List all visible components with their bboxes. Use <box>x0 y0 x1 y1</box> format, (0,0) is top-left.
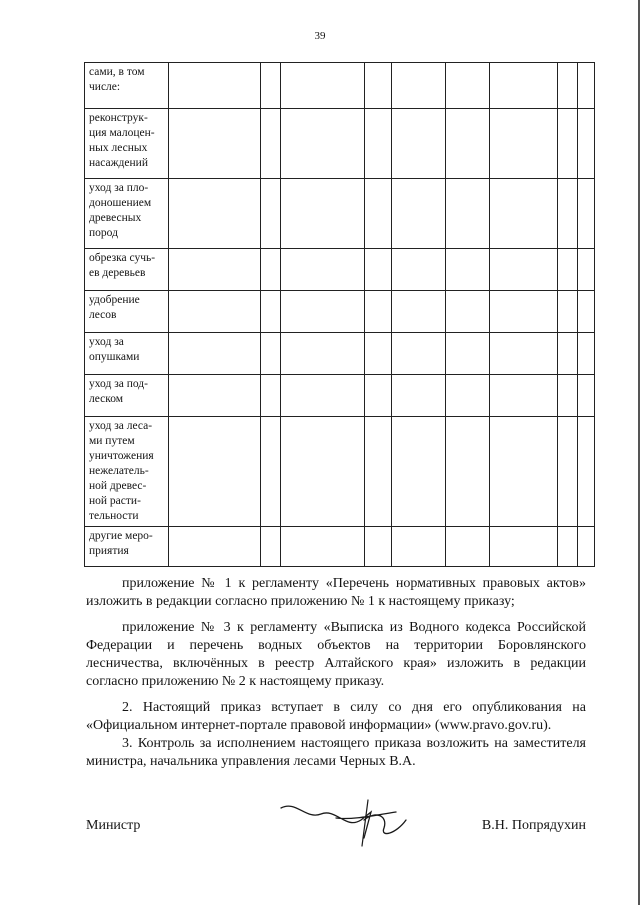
activity-label-line: ной древес- <box>89 480 147 492</box>
empty-cell <box>365 109 392 179</box>
handwritten-signature <box>276 790 426 850</box>
activity-label-line: реконструк- <box>89 112 148 124</box>
empty-cell <box>261 375 281 417</box>
empty-cell <box>578 63 595 109</box>
empty-cell <box>281 375 365 417</box>
empty-cell <box>281 527 365 567</box>
activity-label-line: ми путем <box>89 435 135 447</box>
empty-cell <box>261 333 281 375</box>
empty-cell <box>365 375 392 417</box>
activity-label-cell <box>85 291 169 333</box>
table-row <box>85 417 595 527</box>
empty-cell <box>490 417 558 527</box>
empty-cell <box>558 179 578 249</box>
activity-label-line: доношением <box>89 197 152 209</box>
empty-cell <box>558 527 578 567</box>
empty-cell <box>169 291 261 333</box>
empty-cell <box>578 179 595 249</box>
empty-cell <box>281 417 365 527</box>
paragraph-appendix-1: приложение № 1 к регламенту «Перечень нормативных правовых актов» изложить в редакции согласно приложению № 1 к настоящему приказу; <box>86 576 586 609</box>
empty-cell <box>281 333 365 375</box>
activity-label-line: уход за <box>89 336 124 348</box>
empty-cell <box>169 63 261 109</box>
empty-cell <box>578 333 595 375</box>
table-row <box>85 527 595 567</box>
empty-cell <box>490 527 558 567</box>
empty-cell <box>281 109 365 179</box>
activity-label-line: ной расти- <box>89 495 141 507</box>
signatory-title: Министр <box>86 818 141 833</box>
table-row <box>85 333 595 375</box>
activity-label-cell <box>85 109 169 179</box>
activity-label-line: древесных <box>89 212 142 224</box>
empty-cell <box>169 527 261 567</box>
activity-label-line: лесов <box>89 309 117 321</box>
empty-cell <box>169 333 261 375</box>
empty-cell <box>365 527 392 567</box>
order-text <box>86 575 586 771</box>
empty-cell <box>392 63 446 109</box>
empty-cell <box>365 63 392 109</box>
empty-cell <box>365 179 392 249</box>
empty-cell <box>392 417 446 527</box>
empty-cell <box>558 109 578 179</box>
empty-cell <box>578 417 595 527</box>
empty-cell <box>261 417 281 527</box>
activity-label-line: леском <box>89 393 124 405</box>
activity-label-line: обрезка сучь- <box>89 252 156 264</box>
empty-cell <box>392 109 446 179</box>
empty-cell <box>261 179 281 249</box>
activity-label-line: ных лесных <box>89 142 148 154</box>
empty-cell <box>169 109 261 179</box>
table-row <box>85 291 595 333</box>
activity-label-line: числе: <box>89 81 121 93</box>
activity-label-cell <box>85 333 169 375</box>
table-row <box>85 375 595 417</box>
empty-cell <box>558 249 578 291</box>
empty-cell <box>261 63 281 109</box>
empty-cell <box>558 417 578 527</box>
empty-cell <box>578 375 595 417</box>
empty-cell <box>490 63 558 109</box>
empty-cell <box>365 249 392 291</box>
empty-cell <box>261 109 281 179</box>
activity-label-line: пород <box>89 227 118 239</box>
empty-cell <box>281 179 365 249</box>
empty-cell <box>281 291 365 333</box>
empty-cell <box>446 417 490 527</box>
empty-cell <box>446 375 490 417</box>
activity-label-line: удобрение <box>89 294 140 306</box>
activity-label-cell <box>85 527 169 567</box>
activity-label-cell <box>85 375 169 417</box>
empty-cell <box>392 249 446 291</box>
paragraph-control: 3. Контроль за исполнением настоящего приказа возложить на заместителя министра, начальника управления лесами Черных В.А. <box>86 736 586 769</box>
activity-label-line: уход за леса- <box>89 420 153 432</box>
signatory-name: В.Н. Попрядухин <box>481 818 586 833</box>
activity-label-cell <box>85 249 169 291</box>
empty-cell <box>392 527 446 567</box>
table-body <box>85 63 595 567</box>
activity-label-line: уход за под- <box>89 378 148 390</box>
activity-label-line: уничтожения <box>89 450 154 462</box>
empty-cell <box>578 527 595 567</box>
empty-cell <box>446 291 490 333</box>
empty-cell <box>490 179 558 249</box>
empty-cell <box>446 333 490 375</box>
activity-label-line: уход за пло- <box>89 182 149 194</box>
empty-cell <box>558 291 578 333</box>
activity-label-line: ев деревьев <box>89 267 146 279</box>
empty-cell <box>446 527 490 567</box>
signature-block <box>86 790 586 860</box>
empty-cell <box>446 249 490 291</box>
empty-cell <box>365 333 392 375</box>
empty-cell <box>392 375 446 417</box>
activity-label-cell <box>85 417 169 527</box>
empty-cell <box>446 179 490 249</box>
activity-label-line: сами, в том <box>89 66 145 78</box>
empty-cell <box>392 333 446 375</box>
table-row <box>85 179 595 249</box>
empty-cell <box>578 249 595 291</box>
empty-cell <box>392 291 446 333</box>
activity-label-line: другие меро- <box>89 530 153 542</box>
empty-cell <box>558 63 578 109</box>
empty-cell <box>446 63 490 109</box>
empty-cell <box>490 333 558 375</box>
empty-cell <box>169 179 261 249</box>
table-row <box>85 63 595 109</box>
empty-cell <box>392 179 446 249</box>
activity-label-line: нежелатель- <box>89 465 149 477</box>
table-row <box>85 109 595 179</box>
activity-label-line: насаждений <box>89 157 148 169</box>
empty-cell <box>446 109 490 179</box>
empty-cell <box>261 291 281 333</box>
activity-label-line: приятия <box>89 545 129 557</box>
table-row <box>85 249 595 291</box>
empty-cell <box>281 63 365 109</box>
paragraph-effective-date: 2. Настоящий приказ вступает в силу со дня его опубликования на «Официальном интернет-портале правовой информации» (www.pravo.gov.ru). <box>86 700 586 733</box>
empty-cell <box>490 249 558 291</box>
empty-cell <box>169 249 261 291</box>
activity-label-line: тельности <box>89 510 139 522</box>
empty-cell <box>578 291 595 333</box>
activity-label-line: ция малоцен- <box>89 127 155 139</box>
page-number: 39 <box>314 30 326 42</box>
empty-cell <box>490 109 558 179</box>
activities-table <box>84 62 595 567</box>
empty-cell <box>558 375 578 417</box>
empty-cell <box>281 249 365 291</box>
empty-cell <box>490 291 558 333</box>
empty-cell <box>490 375 558 417</box>
empty-cell <box>261 249 281 291</box>
activity-label-cell <box>85 179 169 249</box>
empty-cell <box>558 333 578 375</box>
empty-cell <box>169 375 261 417</box>
empty-cell <box>169 417 261 527</box>
paragraph-appendix-3: приложение № 3 к регламенту «Выписка из Водного кодекса Российской Федерации и перечень водных объектов на территории Боровлянского лесничества, включённых в реестр Алтайского края» изложить в редакции согласно приложению № 2 к настоящему приказу. <box>86 620 586 689</box>
empty-cell <box>365 291 392 333</box>
activity-label-line: опушками <box>89 351 140 363</box>
empty-cell <box>261 527 281 567</box>
empty-cell <box>578 109 595 179</box>
activity-label-cell <box>85 63 169 109</box>
empty-cell <box>365 417 392 527</box>
